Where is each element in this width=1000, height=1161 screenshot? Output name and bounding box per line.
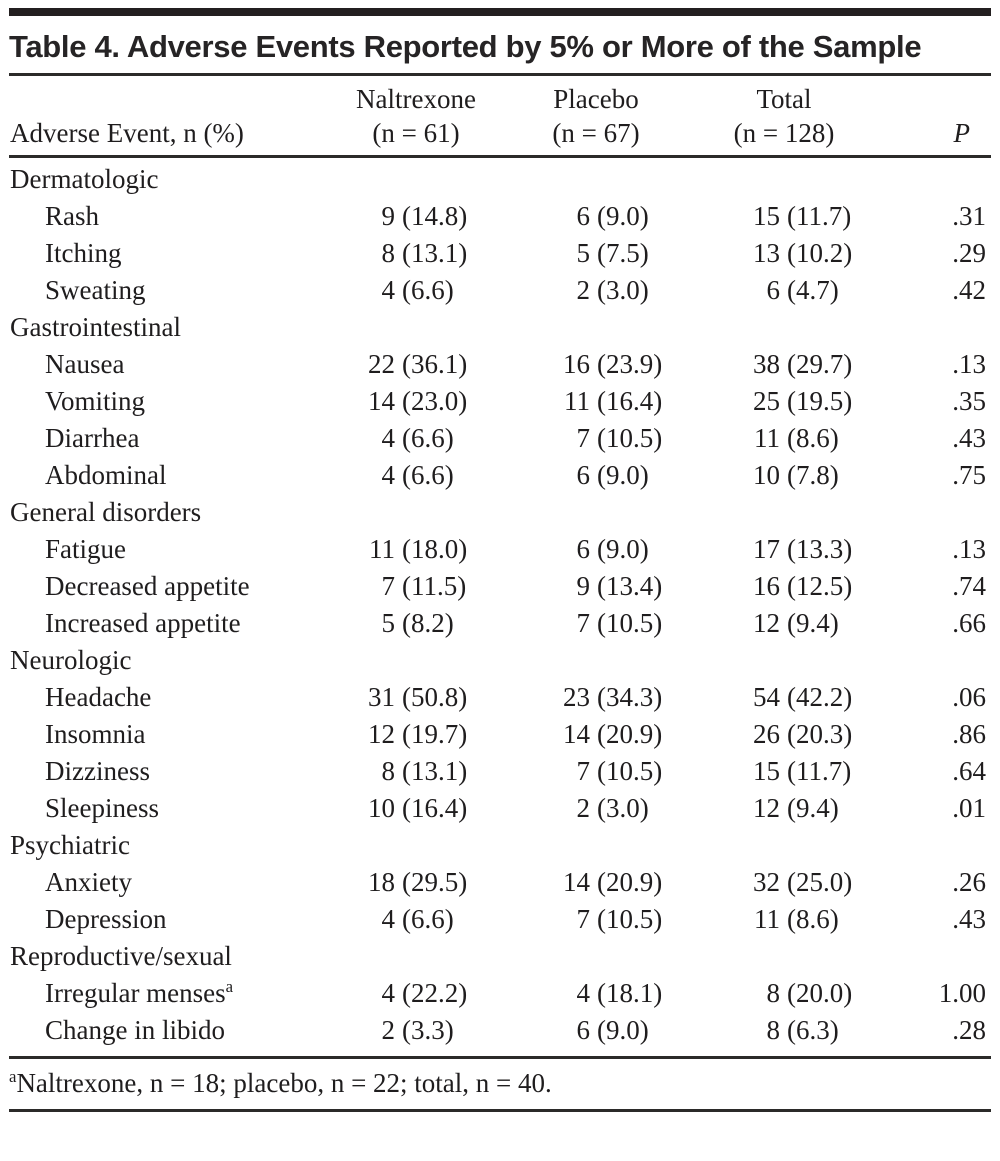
section-label: Neurologic bbox=[10, 645, 132, 675]
empty-cell bbox=[330, 309, 502, 346]
count-value: 31 bbox=[368, 682, 395, 712]
count-value: 2 bbox=[576, 275, 590, 305]
event-row bbox=[0, 531, 1000, 568]
event-label-text: Vomiting bbox=[45, 386, 146, 416]
count-value: 14 bbox=[563, 719, 590, 749]
cell-p-value: .74 bbox=[952, 571, 986, 601]
cell-total bbox=[690, 864, 878, 901]
cell-p-value: .86 bbox=[952, 719, 986, 749]
percent-value: (19.5) bbox=[787, 386, 853, 416]
percent-value: (13.1) bbox=[402, 238, 468, 268]
section-row bbox=[0, 161, 1000, 198]
percent-value: (11.5) bbox=[402, 571, 467, 601]
cell-p-value: .06 bbox=[952, 682, 986, 712]
percent-value: (18.0) bbox=[402, 534, 468, 564]
cell-total bbox=[690, 383, 878, 420]
count-value: 12 bbox=[753, 793, 780, 823]
count-value: 5 bbox=[381, 608, 395, 638]
header-naltrexone-n: (n = 61) bbox=[372, 118, 460, 148]
count-value: 7 bbox=[576, 608, 590, 638]
cell-p-value: 1.00 bbox=[938, 978, 986, 1008]
percent-value: (13.4) bbox=[597, 571, 663, 601]
count-value: 11 bbox=[754, 423, 780, 453]
empty-cell bbox=[878, 161, 988, 198]
percent-value: (8.2) bbox=[402, 608, 454, 638]
event-row bbox=[0, 198, 1000, 235]
cell-p-value: .66 bbox=[952, 608, 986, 638]
event-label-text: Sweating bbox=[45, 275, 146, 305]
count-value: 38 bbox=[753, 349, 780, 379]
event-row bbox=[0, 864, 1000, 901]
count-value: 7 bbox=[381, 571, 395, 601]
cell-p-value: .13 bbox=[952, 534, 986, 564]
event-label-text: Abdominal bbox=[45, 460, 167, 490]
count-value: 16 bbox=[753, 571, 780, 601]
event-label-text: Irregular menses bbox=[45, 978, 226, 1008]
count-value: 23 bbox=[563, 682, 590, 712]
empty-cell bbox=[502, 161, 690, 198]
event-row bbox=[0, 975, 1000, 1012]
count-value: 2 bbox=[381, 1015, 395, 1045]
event-row bbox=[0, 346, 1000, 383]
cell-p-value: .43 bbox=[952, 904, 986, 934]
percent-value: (8.6) bbox=[787, 423, 839, 453]
percent-value: (3.3) bbox=[402, 1015, 454, 1045]
percent-value: (13.1) bbox=[402, 756, 468, 786]
percent-value: (13.3) bbox=[787, 534, 853, 564]
cell-p-value: .64 bbox=[952, 756, 986, 786]
cell-naltrexone bbox=[330, 568, 502, 605]
count-value: 26 bbox=[753, 719, 780, 749]
percent-value: (7.5) bbox=[597, 238, 649, 268]
cell-placebo bbox=[502, 679, 690, 716]
count-value: 8 bbox=[381, 238, 395, 268]
event-label-text: Itching bbox=[45, 238, 122, 268]
cell-placebo bbox=[502, 753, 690, 790]
percent-value: (29.7) bbox=[787, 349, 853, 379]
event-row bbox=[0, 272, 1000, 309]
cell-placebo bbox=[502, 605, 690, 642]
event-label-text: Rash bbox=[45, 201, 99, 231]
empty-cell bbox=[502, 494, 690, 531]
cell-p-value: .43 bbox=[952, 423, 986, 453]
cell-p-value: .26 bbox=[952, 867, 986, 897]
empty-cell bbox=[690, 494, 878, 531]
section-row bbox=[0, 642, 1000, 679]
percent-value: (11.7) bbox=[787, 756, 852, 786]
cell-naltrexone bbox=[330, 864, 502, 901]
cell-total bbox=[690, 198, 878, 235]
event-label-superscript: a bbox=[225, 977, 234, 996]
empty-cell bbox=[502, 938, 690, 975]
count-value: 11 bbox=[754, 904, 780, 934]
percent-value: (20.9) bbox=[597, 719, 663, 749]
event-label-text: Dizziness bbox=[45, 756, 150, 786]
count-value: 22 bbox=[368, 349, 395, 379]
event-label bbox=[10, 235, 330, 272]
header-adverse-event: Adverse Event, n (%) bbox=[10, 118, 244, 148]
event-label-text: Insomnia bbox=[45, 719, 146, 749]
event-label-text: Anxiety bbox=[45, 867, 132, 897]
count-value: 6 bbox=[576, 460, 590, 490]
cell-naltrexone bbox=[330, 420, 502, 457]
cell-total bbox=[690, 716, 878, 753]
cell-naltrexone bbox=[330, 1012, 502, 1049]
empty-cell bbox=[878, 494, 988, 531]
event-label-text: Change in libido bbox=[45, 1015, 225, 1045]
percent-value: (50.8) bbox=[402, 682, 468, 712]
event-label bbox=[10, 198, 330, 235]
count-value: 6 bbox=[576, 534, 590, 564]
bottom-rule bbox=[9, 1109, 991, 1112]
section-label: Psychiatric bbox=[10, 830, 130, 860]
percent-value: (23.9) bbox=[597, 349, 663, 379]
count-value: 7 bbox=[576, 904, 590, 934]
header-placebo-name: Placebo bbox=[553, 84, 639, 114]
cell-placebo bbox=[502, 975, 690, 1012]
count-value: 2 bbox=[576, 793, 590, 823]
percent-value: (10.2) bbox=[787, 238, 853, 268]
event-label bbox=[10, 346, 330, 383]
cell-naltrexone bbox=[330, 901, 502, 938]
section-label: General disorders bbox=[10, 497, 202, 527]
empty-cell bbox=[330, 642, 502, 679]
header-p-value: P bbox=[953, 118, 970, 148]
percent-value: (6.3) bbox=[787, 1015, 839, 1045]
cell-naltrexone bbox=[330, 975, 502, 1012]
percent-value: (20.3) bbox=[787, 719, 853, 749]
section-row bbox=[0, 494, 1000, 531]
cell-placebo bbox=[502, 1012, 690, 1049]
percent-value: (23.0) bbox=[402, 386, 468, 416]
count-value: 15 bbox=[753, 201, 780, 231]
cell-placebo bbox=[502, 531, 690, 568]
cell-naltrexone bbox=[330, 235, 502, 272]
cell-naltrexone bbox=[330, 605, 502, 642]
percent-value: (8.6) bbox=[787, 904, 839, 934]
percent-value: (36.1) bbox=[402, 349, 468, 379]
empty-cell bbox=[878, 309, 988, 346]
percent-value: (34.3) bbox=[597, 682, 663, 712]
count-value: 4 bbox=[381, 460, 395, 490]
event-row bbox=[0, 679, 1000, 716]
percent-value: (7.8) bbox=[787, 460, 839, 490]
empty-cell bbox=[690, 161, 878, 198]
cell-placebo bbox=[502, 272, 690, 309]
event-label bbox=[10, 420, 330, 457]
cell-total bbox=[690, 975, 878, 1012]
count-value: 4 bbox=[576, 978, 590, 1008]
section-row bbox=[0, 938, 1000, 975]
section-row bbox=[0, 827, 1000, 864]
empty-cell bbox=[878, 827, 988, 864]
event-row bbox=[0, 716, 1000, 753]
header-placebo bbox=[502, 82, 690, 150]
cell-placebo bbox=[502, 457, 690, 494]
count-value: 15 bbox=[753, 756, 780, 786]
table-body bbox=[0, 158, 1000, 1049]
count-value: 18 bbox=[368, 867, 395, 897]
empty-cell bbox=[690, 642, 878, 679]
cell-naltrexone bbox=[330, 272, 502, 309]
count-value: 6 bbox=[766, 275, 780, 305]
percent-value: (22.2) bbox=[402, 978, 468, 1008]
event-row bbox=[0, 1012, 1000, 1049]
cell-placebo bbox=[502, 901, 690, 938]
cell-total bbox=[690, 1012, 878, 1049]
event-label-text: Depression bbox=[45, 904, 167, 934]
count-value: 7 bbox=[576, 423, 590, 453]
count-value: 4 bbox=[381, 904, 395, 934]
count-value: 14 bbox=[368, 386, 395, 416]
percent-value: (9.4) bbox=[787, 793, 839, 823]
count-value: 8 bbox=[766, 1015, 780, 1045]
footnote-text: Naltrexone, n = 18; placebo, n = 22; total, n = 40. bbox=[16, 1068, 552, 1098]
cell-p-value: .35 bbox=[952, 386, 986, 416]
event-label bbox=[10, 457, 330, 494]
event-label bbox=[10, 679, 330, 716]
cell-naltrexone bbox=[330, 716, 502, 753]
header-naltrexone-name: Naltrexone bbox=[356, 84, 476, 114]
count-value: 11 bbox=[564, 386, 590, 416]
event-row bbox=[0, 790, 1000, 827]
percent-value: (9.0) bbox=[597, 1015, 649, 1045]
cell-placebo bbox=[502, 383, 690, 420]
percent-value: (16.4) bbox=[402, 793, 468, 823]
percent-value: (16.4) bbox=[597, 386, 663, 416]
cell-total bbox=[690, 679, 878, 716]
cell-placebo bbox=[502, 420, 690, 457]
event-label bbox=[10, 901, 330, 938]
percent-value: (9.0) bbox=[597, 460, 649, 490]
table-top-bar bbox=[9, 8, 991, 16]
table-footnote bbox=[9, 1059, 991, 1109]
event-label-text: Diarrhea bbox=[45, 423, 140, 453]
section-row bbox=[0, 309, 1000, 346]
empty-cell bbox=[502, 827, 690, 864]
count-value: 5 bbox=[576, 238, 590, 268]
event-label bbox=[10, 383, 330, 420]
cell-total bbox=[690, 568, 878, 605]
percent-value: (14.8) bbox=[402, 201, 468, 231]
cell-p-value: .28 bbox=[952, 1015, 986, 1045]
count-value: 13 bbox=[753, 238, 780, 268]
section-label: Dermatologic bbox=[10, 164, 159, 194]
cell-placebo bbox=[502, 568, 690, 605]
count-value: 9 bbox=[381, 201, 395, 231]
percent-value: (18.1) bbox=[597, 978, 663, 1008]
cell-p-value: .31 bbox=[952, 201, 986, 231]
cell-naltrexone bbox=[330, 383, 502, 420]
header-placebo-n: (n = 67) bbox=[552, 118, 640, 148]
table-title: Table 4. Adverse Events Reported by 5% or More of the Sample bbox=[9, 29, 922, 64]
cell-p-value: .13 bbox=[952, 349, 986, 379]
percent-value: (12.5) bbox=[787, 571, 853, 601]
cell-p-value: .42 bbox=[952, 275, 986, 305]
percent-value: (9.4) bbox=[787, 608, 839, 638]
percent-value: (6.6) bbox=[402, 904, 454, 934]
percent-value: (25.0) bbox=[787, 867, 853, 897]
event-label-text: Fatigue bbox=[45, 534, 126, 564]
cell-p-value: .29 bbox=[952, 238, 986, 268]
event-row bbox=[0, 420, 1000, 457]
percent-value: (11.7) bbox=[787, 201, 852, 231]
cell-total bbox=[690, 901, 878, 938]
event-row bbox=[0, 605, 1000, 642]
event-label bbox=[10, 568, 330, 605]
header-total-n: (n = 128) bbox=[733, 118, 835, 148]
count-value: 32 bbox=[753, 867, 780, 897]
count-value: 12 bbox=[368, 719, 395, 749]
event-label bbox=[10, 753, 330, 790]
percent-value: (3.0) bbox=[597, 793, 649, 823]
empty-cell bbox=[330, 827, 502, 864]
percent-value: (10.5) bbox=[597, 756, 663, 786]
cell-naltrexone bbox=[330, 531, 502, 568]
event-row bbox=[0, 901, 1000, 938]
count-value: 6 bbox=[576, 1015, 590, 1045]
percent-value: (9.0) bbox=[597, 534, 649, 564]
cell-total bbox=[690, 531, 878, 568]
section-label: Reproductive/sexual bbox=[10, 941, 232, 971]
cell-total bbox=[690, 235, 878, 272]
empty-cell bbox=[878, 938, 988, 975]
percent-value: (29.5) bbox=[402, 867, 468, 897]
event-label bbox=[10, 605, 330, 642]
percent-value: (10.5) bbox=[597, 423, 663, 453]
event-label-text: Decreased appetite bbox=[45, 571, 250, 601]
footnote-superscript: a bbox=[9, 1067, 17, 1086]
cell-total bbox=[690, 457, 878, 494]
event-row bbox=[0, 383, 1000, 420]
cell-naltrexone bbox=[330, 679, 502, 716]
cell-placebo bbox=[502, 716, 690, 753]
event-row bbox=[0, 235, 1000, 272]
count-value: 10 bbox=[368, 793, 395, 823]
event-row bbox=[0, 457, 1000, 494]
empty-cell bbox=[330, 161, 502, 198]
count-value: 6 bbox=[576, 201, 590, 231]
count-value: 4 bbox=[381, 275, 395, 305]
percent-value: (10.5) bbox=[597, 608, 663, 638]
empty-cell bbox=[878, 642, 988, 679]
event-row bbox=[0, 753, 1000, 790]
count-value: 11 bbox=[369, 534, 395, 564]
percent-value: (10.5) bbox=[597, 904, 663, 934]
event-label bbox=[10, 716, 330, 753]
cell-naltrexone bbox=[330, 753, 502, 790]
cell-naltrexone bbox=[330, 790, 502, 827]
event-label bbox=[10, 790, 330, 827]
count-value: 4 bbox=[381, 978, 395, 1008]
table-header-row bbox=[0, 76, 1000, 155]
percent-value: (19.7) bbox=[402, 719, 468, 749]
count-value: 8 bbox=[381, 756, 395, 786]
event-label bbox=[10, 864, 330, 901]
event-label bbox=[10, 1012, 330, 1049]
cell-total bbox=[690, 753, 878, 790]
count-value: 10 bbox=[753, 460, 780, 490]
cell-total bbox=[690, 346, 878, 383]
count-value: 16 bbox=[563, 349, 590, 379]
cell-p-value: .75 bbox=[952, 460, 986, 490]
event-label-text: Headache bbox=[45, 682, 152, 712]
count-value: 4 bbox=[381, 423, 395, 453]
count-value: 12 bbox=[753, 608, 780, 638]
percent-value: (20.9) bbox=[597, 867, 663, 897]
event-label-text: Nausea bbox=[45, 349, 125, 379]
cell-placebo bbox=[502, 198, 690, 235]
count-value: 14 bbox=[563, 867, 590, 897]
percent-value: (42.2) bbox=[787, 682, 853, 712]
empty-cell bbox=[330, 494, 502, 531]
cell-placebo bbox=[502, 346, 690, 383]
count-value: 8 bbox=[766, 978, 780, 1008]
cell-naltrexone bbox=[330, 346, 502, 383]
empty-cell bbox=[330, 938, 502, 975]
event-label bbox=[10, 531, 330, 568]
cell-total bbox=[690, 420, 878, 457]
cell-placebo bbox=[502, 864, 690, 901]
percent-value: (6.6) bbox=[402, 275, 454, 305]
percent-value: (9.0) bbox=[597, 201, 649, 231]
empty-cell bbox=[690, 827, 878, 864]
header-total-name: Total bbox=[756, 84, 812, 114]
count-value: 17 bbox=[753, 534, 780, 564]
cell-total bbox=[690, 790, 878, 827]
event-label bbox=[10, 975, 330, 1012]
percent-value: (4.7) bbox=[787, 275, 839, 305]
percent-value: (6.6) bbox=[402, 423, 454, 453]
count-value: 7 bbox=[576, 756, 590, 786]
cell-placebo bbox=[502, 235, 690, 272]
section-label: Gastrointestinal bbox=[10, 312, 181, 342]
cell-total bbox=[690, 272, 878, 309]
percent-value: (20.0) bbox=[787, 978, 853, 1008]
empty-cell bbox=[690, 309, 878, 346]
empty-cell bbox=[502, 642, 690, 679]
event-label-text: Increased appetite bbox=[45, 608, 241, 638]
count-value: 25 bbox=[753, 386, 780, 416]
cell-placebo bbox=[502, 790, 690, 827]
percent-value: (3.0) bbox=[597, 275, 649, 305]
event-row bbox=[0, 568, 1000, 605]
cell-total bbox=[690, 605, 878, 642]
header-naltrexone bbox=[330, 82, 502, 150]
empty-cell bbox=[690, 938, 878, 975]
empty-cell bbox=[502, 309, 690, 346]
percent-value: (6.6) bbox=[402, 460, 454, 490]
header-total bbox=[690, 82, 878, 150]
event-label bbox=[10, 272, 330, 309]
count-value: 9 bbox=[576, 571, 590, 601]
count-value: 54 bbox=[753, 682, 780, 712]
cell-naltrexone bbox=[330, 457, 502, 494]
cell-naltrexone bbox=[330, 198, 502, 235]
event-label-text: Sleepiness bbox=[45, 793, 159, 823]
cell-p-value: .01 bbox=[952, 793, 986, 823]
